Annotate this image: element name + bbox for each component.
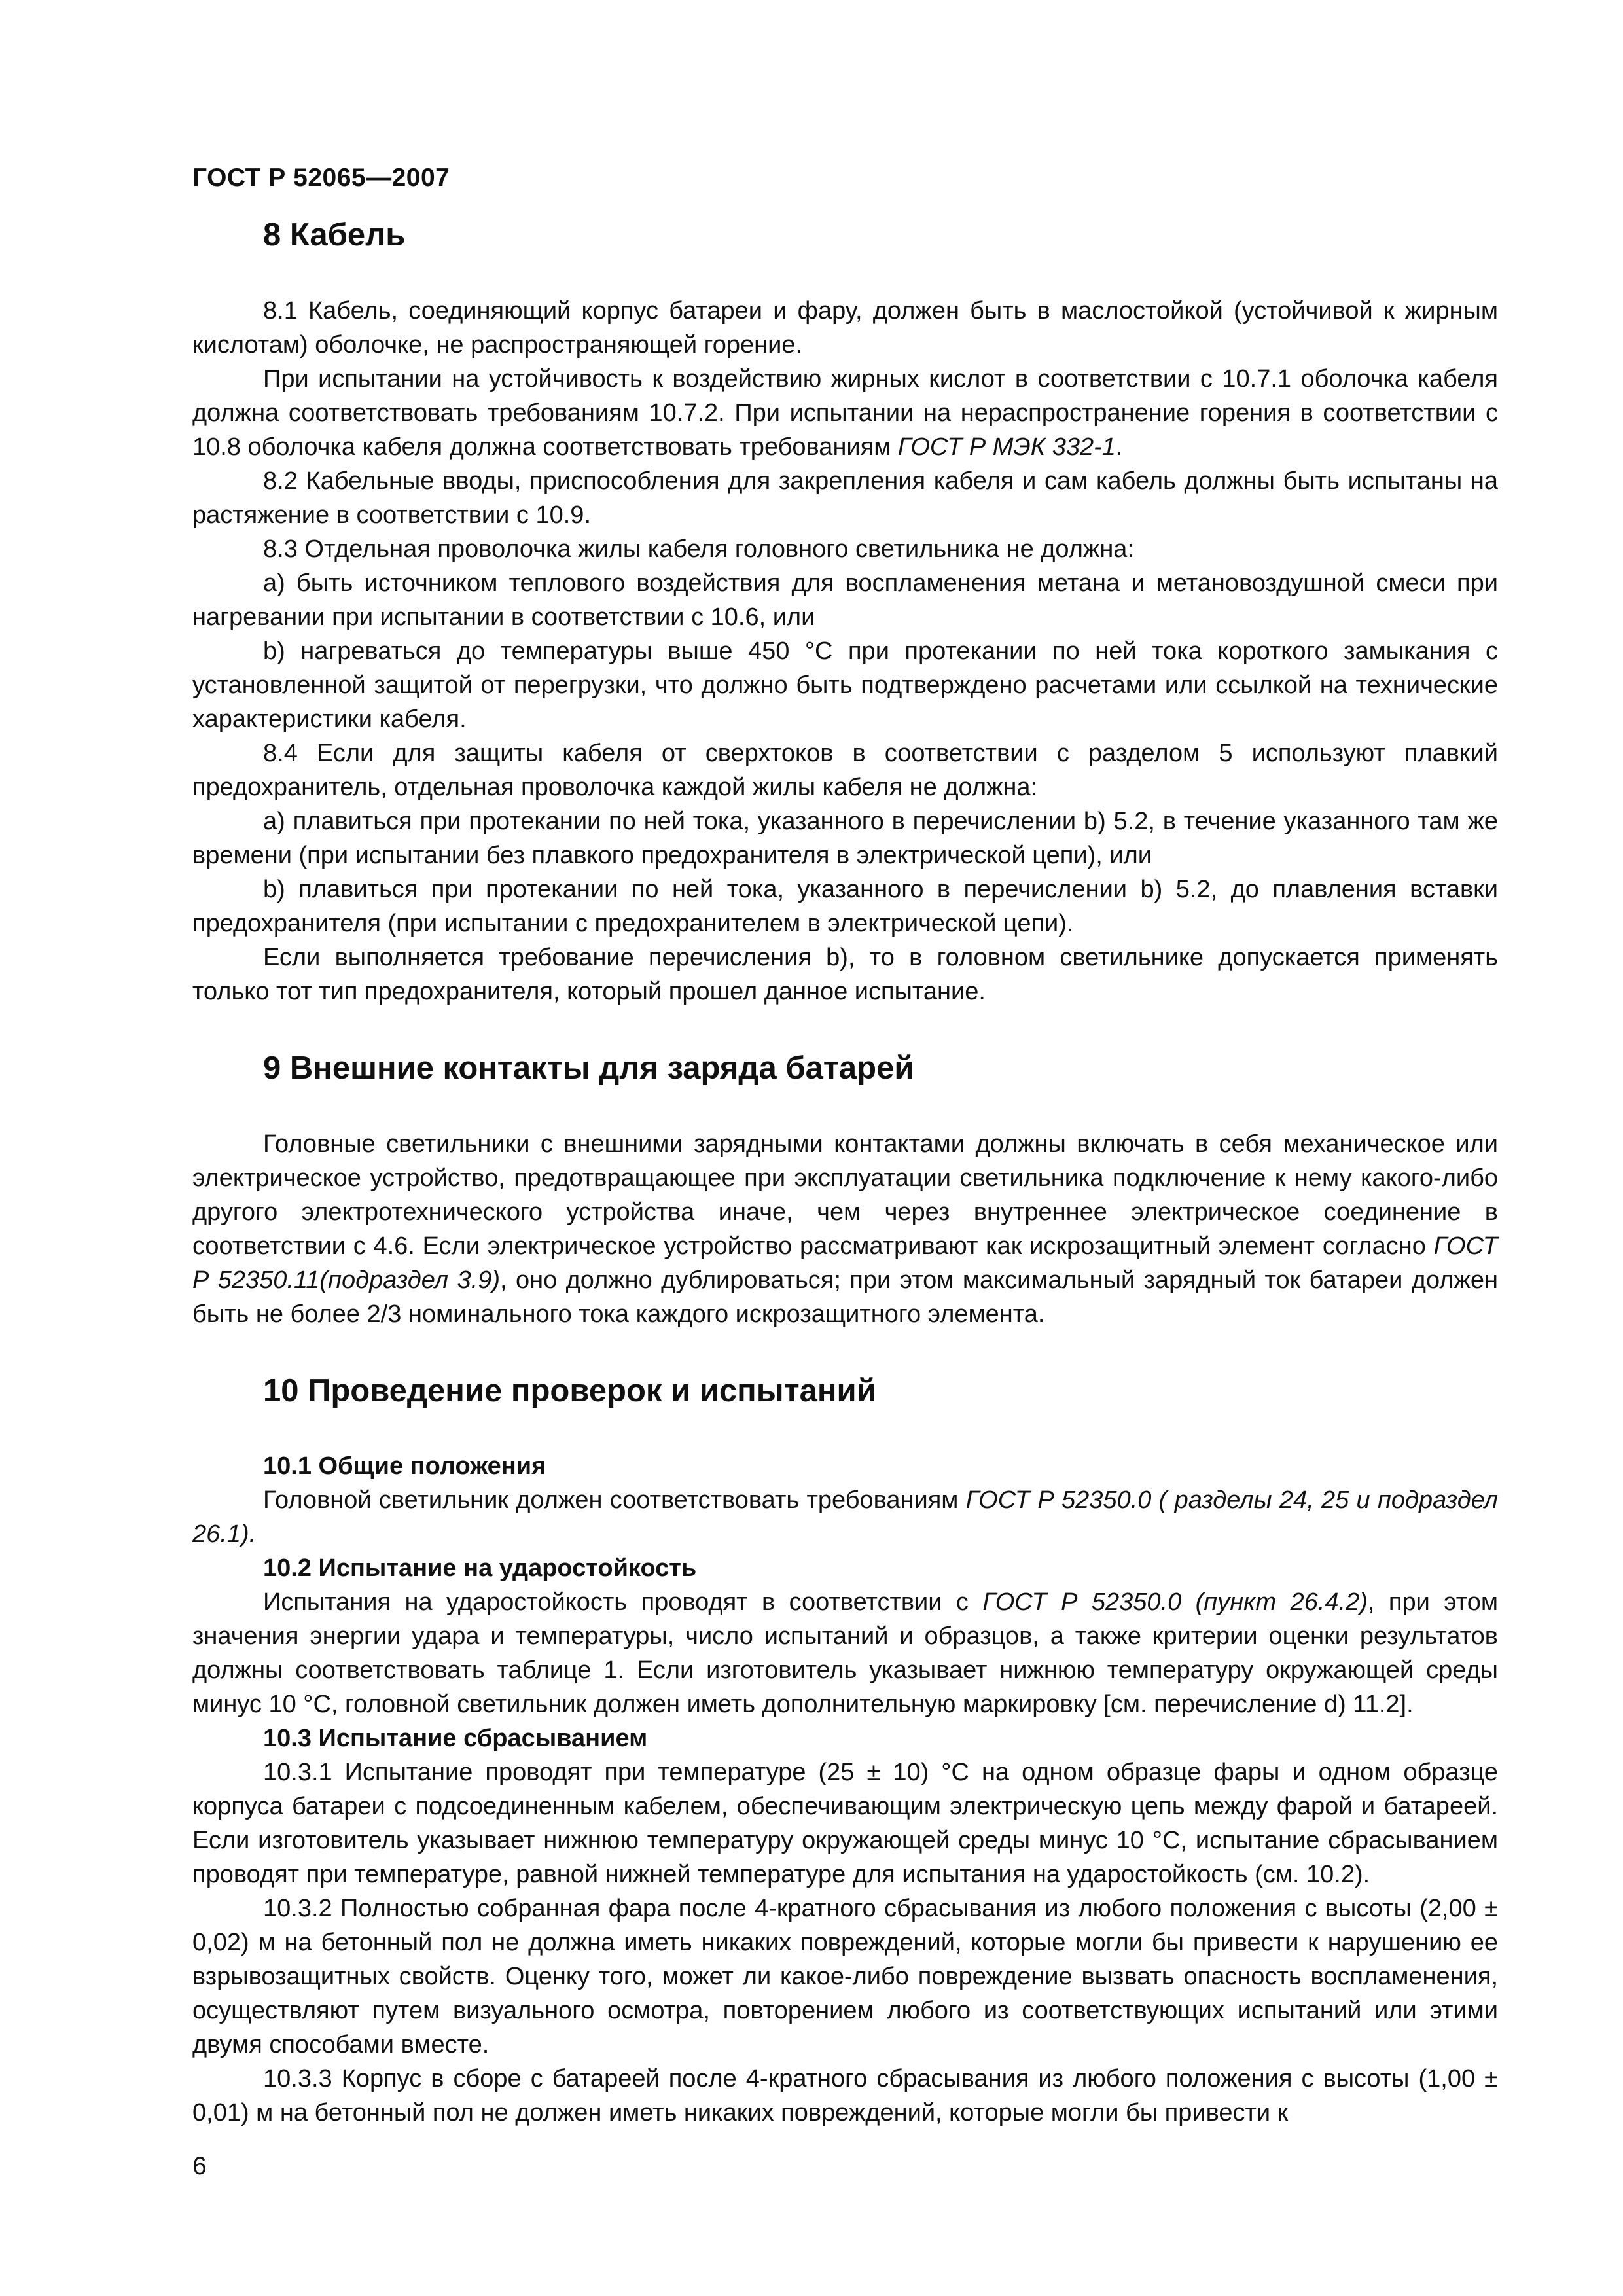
standard-reference: ГОСТ Р 52350.0 (пункт 26.4.2) — [982, 1588, 1368, 1617]
paragraph-8-1-testing — [192, 362, 1498, 464]
document-code-header: ГОСТ Р 52065—2007 — [192, 164, 450, 192]
text-span: Испытания на ударостойкость проводят в соответствии с — [263, 1588, 983, 1617]
paragraph-9 — [192, 1127, 1498, 1331]
paragraph-10-2 — [192, 1585, 1498, 1721]
section-9-title: 9 Внешние контакты для заряда батарей — [263, 1050, 914, 1086]
subsection-10-1-title: 10.1 Общие положения — [263, 1452, 546, 1480]
text-span: При испытании на устойчивость к воздействию жирных кислот в соответствии с 10.7.1 оболочка кабеля должна соответствовать требованиям 10.7.2. При испытании на нераспространение горения в соответствии с 10.8 оболочка кабеля должна соответствовать требованиям — [192, 365, 1498, 461]
paragraph-8-4: 8.4 Если для защиты кабеля от сверхтоков в соответствии с разделом 5 используют плавкий предохранитель, отдельная проволочка каждой жилы кабеля не должна: — [192, 739, 1498, 801]
paragraph-10-3-3: 10.3.3 Корпус в сборе с батареей после 4-кратного сбрасывания из любого положения с высоты (1,00 ± 0,01) м на бетонный пол не должен иметь никаких повреждений, которые могли бы привести к — [192, 2065, 1498, 2127]
page-number: 6 — [192, 2152, 207, 2180]
text-span: , оно должно дублироваться; при этом максимальный зарядный ток батареи должен быть не более 2/3 номинального тока каждого искрозащитного элемента. — [192, 1266, 1498, 1328]
section-8-title: 8 Кабель — [263, 217, 406, 253]
paragraph-8-3: 8.3 Отдельная проволочка жилы кабеля головного светильника не должна: — [263, 535, 1135, 563]
paragraph-8-2: 8.2 Кабельные вводы, приспособления для закрепления кабеля и сам кабель должны быть испытаны на растяжение в соответствии с 10.9. — [192, 467, 1498, 529]
text-span: , при этом значения энергии удара и температуры, число испытаний и образцов, а также критерии оценки результатов должны соответствовать таблице 1. Если изготовитель указывает нижнюю температуру окружающей среды минус 10 °С, головной светильник должен иметь дополнительную маркировку [см. перечисление d) 11.2]. — [192, 1588, 1499, 1719]
subsection-10-2-title: 10.2 Испытание на ударостойкость — [263, 1554, 697, 1583]
paragraph-10-1 — [192, 1483, 1498, 1551]
list-item-8-4-b: b) плавиться при протекании по ней тока, указанного в перечислении b) 5.2, до плавления вставки предохранителя (при испытании с предохранителем в электрической цепи). — [192, 875, 1498, 937]
list-item-8-3-b: b) нагреваться до температуры выше 450 °С при протекании по ней тока короткого замыкания с установленной защитой от перегрузки, что должно быть подтверждено расчетами или ссылкой на технические характеристики кабеля. — [192, 637, 1498, 733]
standard-reference: ГОСТ Р 52350.0 ( разделы 24, 25 и подраздел 26.1). — [192, 1486, 1499, 1549]
text-span: Головные светильники с внешними зарядными контактами должны включать в себя механическое или электрическое устройство, предотвращающее при эксплуатации светильника подключение к нему какого-либо другого электротехнического устройства иначе, чем через внутреннее электрическое соединение в соответствии с 4.6. Если электрическое устройство рассматривают как искрозащитный элемент согласно — [192, 1130, 1498, 1260]
list-item-8-4-a: a) плавиться при протекании по ней тока, указанного в перечислении b) 5.2, в течение указанного там же времени (при испытании без плавкого предохранителя в электрической цепи), или — [192, 807, 1498, 869]
list-item-8-3-a: a) быть источником теплового воздействия для воспламенения метана и метановоздушной смеси при нагревании при испытании в соответствии с 10.6, или — [192, 569, 1498, 631]
text-span: Головной светильник должен соответствовать требованиям — [263, 1486, 966, 1515]
text-span: . — [1115, 433, 1123, 461]
section-10-title: 10 Проведение проверок и испытаний — [263, 1372, 876, 1408]
standard-reference: ГОСТ Р МЭК 332-1 — [897, 433, 1116, 461]
document-body — [192, 216, 1498, 2130]
paragraph-10-3-1: 10.3.1 Испытание проводят при температуре (25 ± 10) °С на одном образце фары и одном образце корпуса батареи с подсоединенным кабелем, обеспечивающим электрическую цепь между фарой и батареей. Если изготовитель указывает нижнюю температуру окружающей среды минус 10 °С, испытание сбрасыванием проводят при температуре, равной нижней температуре для испытания на ударостойкость (см. 10.2). — [192, 1759, 1498, 1889]
standard-reference: ГОСТ Р 52350.11(подраздел 3.9) — [192, 1232, 1498, 1294]
subsection-10-3-title: 10.3 Испытание сбрасыванием — [263, 1725, 648, 1753]
paragraph-8-1: 8.1 Кабель, соединяющий корпус батареи и фару, должен быть в маслостойкой (устойчивой к жирным кислотам) оболочке, не распространяющей горение. — [192, 296, 1498, 359]
paragraph-8-4-note: Если выполняется требование перечисления b), то в головном светильнике допускается применять только тот тип предохранителя, который прошел данное испытание. — [192, 943, 1498, 1005]
paragraph-10-3-2: 10.3.2 Полностью собранная фара после 4-кратного сбрасывания из любого положения с высоты (2,00 ± 0,02) м на бетонный пол не должна иметь никаких повреждений, которые могли бы привести к нарушению ее взрывозащитных свойств. Оценку того, может ли какое-либо повреждение вызвать опасность воспламенения, осуществляют путем визуального осмотра, повторением любого из соответствующих испытаний или этими двумя способами вместе. — [192, 1895, 1498, 2059]
